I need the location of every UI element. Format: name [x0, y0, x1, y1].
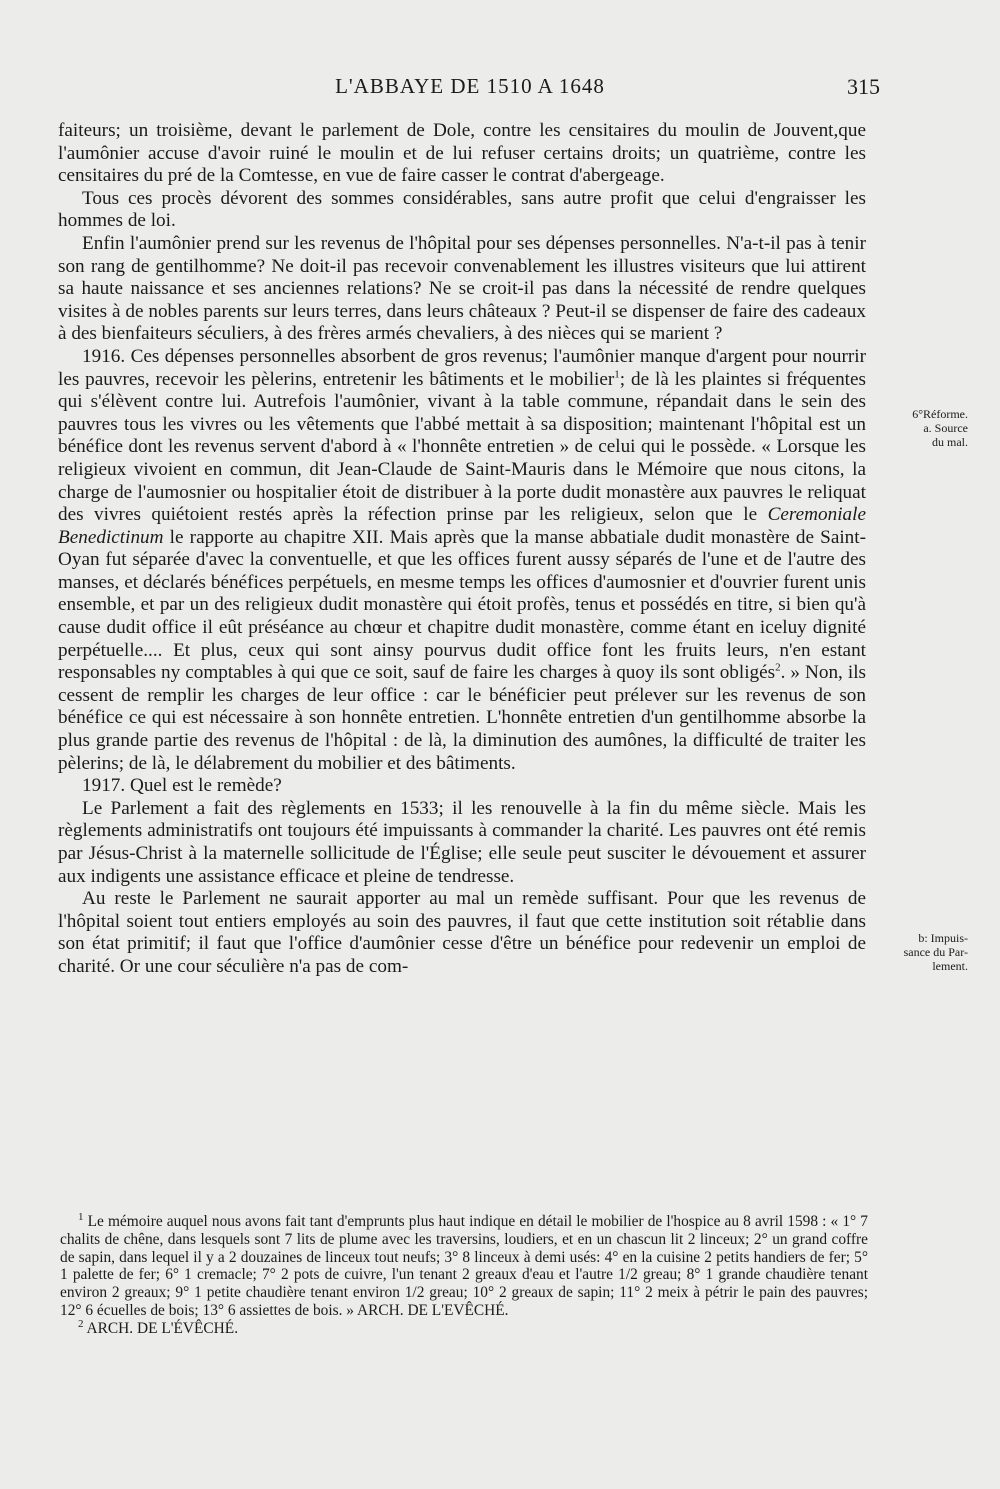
margin-line: 6°Réforme. [912, 407, 968, 421]
page-header [60, 74, 880, 106]
margin-line: sance du Par- [903, 945, 968, 959]
italic-title: Ceremoniale Benedictinum [58, 504, 866, 548]
footnote-text: Le mémoire auquel nous avons fait tant d'emprunts plus haut indique en détail le mobilier de l'hospice au 8 avril 1598 : « 1° 7 chalits de chêne, dans lesquels sont 7 lits de plume avec les traversins, loudiers, et en un chascun lit 2 linceux; 2° un grand coffre de sapin, dans lequel il y a 2 douzaines de linceux tout neufs; 3° 8 linceux à demi usés: 4° en la cuisine 2 petits handiers de fer; 5° 1 palette de fer; 6° 1 cremacle; 7° 2 pots de cuivre, l'un tenant 2 greaux d'eau et l'autre 1/2 greau; 8° 1 grande chaudière tenant environ 2 greaux; 9° 1 petite chaudière tenant environ 1/2 greau; 10° 2 greaux de sapin; 11° 2 meix à pétrir le pain des pauvres; 12° 6 écuelles de bois; 13° 6 assiettes de bois. » ARCH. DE L'EVÊCHÉ. [60, 1213, 868, 1319]
paragraph: Au reste le Parlement ne saurait apporter au mal un remède suffisant. Pour que les revenus de l'hôpital soient tout entiers employés au soin des pauvres, il faut que cette institution soit rétablie dans son état primitif; il faut que l'office d'aumônier cesse d'être un bénéfice pour redevenir un emploi de charité. Or une cour séculière n'a pas de com- [58, 888, 866, 977]
footnote-label: 1 [78, 1210, 84, 1223]
paragraph-1916 [58, 346, 866, 775]
footnote-1 [60, 1210, 868, 1320]
paragraph: Tous ces procès dévorent des sommes considérables, sans autre profit que celui d'engraisser les hommes de loi. [58, 187, 866, 232]
text-run: . » Non, ils cessent de remplir les charges de leur office : car le bénéficier peut prélever sur les revenus de son bénéfice ce qui est nécessaire à son honnête entretien. L'honnête entretien d'un gentilhomme absorbe la plus grande partie des revenus de l'hôpital : de là, la diminution des aumônes, la difficulté de traiter les pèlerins; de là, le délabrement du mobilier et des bâtiments. [58, 662, 866, 774]
margin-line: lement. [932, 959, 968, 973]
footnote-text: ARCH. DE L'ÉVÊCHÉ. [86, 1319, 239, 1337]
text-run: le rapporte au chapitre XII. Mais après que la manse abbatiale dudit monastère de Saint-Oyan fut séparée d'avec la conventuelle, et que les offices furent aussy séparés de l'une et de l'autre des manses, et déclarés bénéfices perpétuels, en mesme temps les offices d'aumosnier et d'ouvrier furent unis ensemble, et par un des religieux dudit monastère qui étoit profès, tenus et possédés en titre, si bien qu'à cause dudit office il eût préséance au chœur et chapitre dudit monastère, comme étant en iceluy dignité perpétuelle.... Et plus, ceux qui sont ainsy pourvus dudit office font les fruits leurs, n'en estant responsables ny comptables à qui que ce soit, sauf de faire les charges à quoy ils sont obligés [58, 526, 866, 684]
footnote-ref-2: 2 [775, 661, 781, 674]
margin-note-impuissance [872, 931, 968, 973]
text-run: ; de là les plaintes si fréquentes qui s'élèvent contre lui. Autrefois l'aumônier, vivant à la table commune, répandait dans le sein des pauvres tous les vivres ou les vêtements que l'abbé mettait à sa disposition; maintenant l'hôpital est un bénéfice dont les revenus servent d'abord à « l'honnête entretien » de celui qui le possède. « Lorsque les religieux vivoient en commun, dit Jean-Claude de Saint-Mauris dans le Mémoire que nous citons, la charge de l'aumosnier ou hospitalier étoit de distribuer à la porte dudit monastère aux pauvres le reliquat des vivres quiétoient restés après la réfection prinse par les religieux, selon que le [58, 368, 866, 526]
paragraph-1917: 1917. Quel est le remède? [82, 775, 282, 797]
margin-line: a. Source [923, 421, 968, 435]
paragraph: Le Parlement a fait des règlements en 1533; il les renouvelle à la fin du même siècle. Mais les règlements administratifs ont toujours été impuissants à commander la charité. Les pauvres ont été remis par Jésus-Christ à la maternelle sollicitude de l'Église; elle seule peut susciter le dévouement et assurer aux indigents une assistance efficace et pleine de tendresse. [58, 797, 866, 887]
text-run: 1916. Ces dépenses personnelles absorbent de gros revenus; l'aumônier manque d'argent pour nourrir les pauvres, recevoir les pèlerins, entretenir les bâtiments et le mobilier [58, 345, 866, 390]
margin-line: b: Impuis- [918, 931, 968, 945]
margin-note-reforme [872, 407, 968, 449]
footnote-ref-1: 1 [614, 368, 620, 381]
paragraph: Enfin l'aumônier prend sur les revenus de l'hôpital pour ses dépenses personnelles. N'a-t-il pas à tenir son rang de gentilhomme? Ne doit-il pas recevoir convenablement les illustres visiteurs que lui attirent sa haute naissance et ses anciennes relations? Ne se croit-il pas dans la nécessité de rendre quelques visites à de nobles parents sur leurs terres, dans leurs châteaux ? Peut-il se dispenser de faire des cadeaux à des bienfaiteurs séculiers, à des frères armés chevaliers, à des nièces qui se marient ? [58, 232, 866, 345]
footnote-2 [60, 1317, 868, 1338]
page-number: 315 [847, 74, 880, 99]
margin-line: du mal. [932, 435, 968, 449]
main-text [58, 120, 866, 979]
paragraph: faiteurs; un troisième, devant le parlement de Dole, contre les censitaires du moulin de Jouvent,que l'aumônier accuse d'avoir ruiné le moulin et de lui refuser certains droits; un quatrième, contre les censitaires du pré de la Comtesse, en vue de faire casser le contrat d'abergeage. [58, 120, 866, 187]
running-title: L'ABBAYE DE 1510 A 1648 [335, 74, 605, 98]
footnote-label: 2 [78, 1317, 84, 1330]
footnotes [60, 1210, 868, 1338]
